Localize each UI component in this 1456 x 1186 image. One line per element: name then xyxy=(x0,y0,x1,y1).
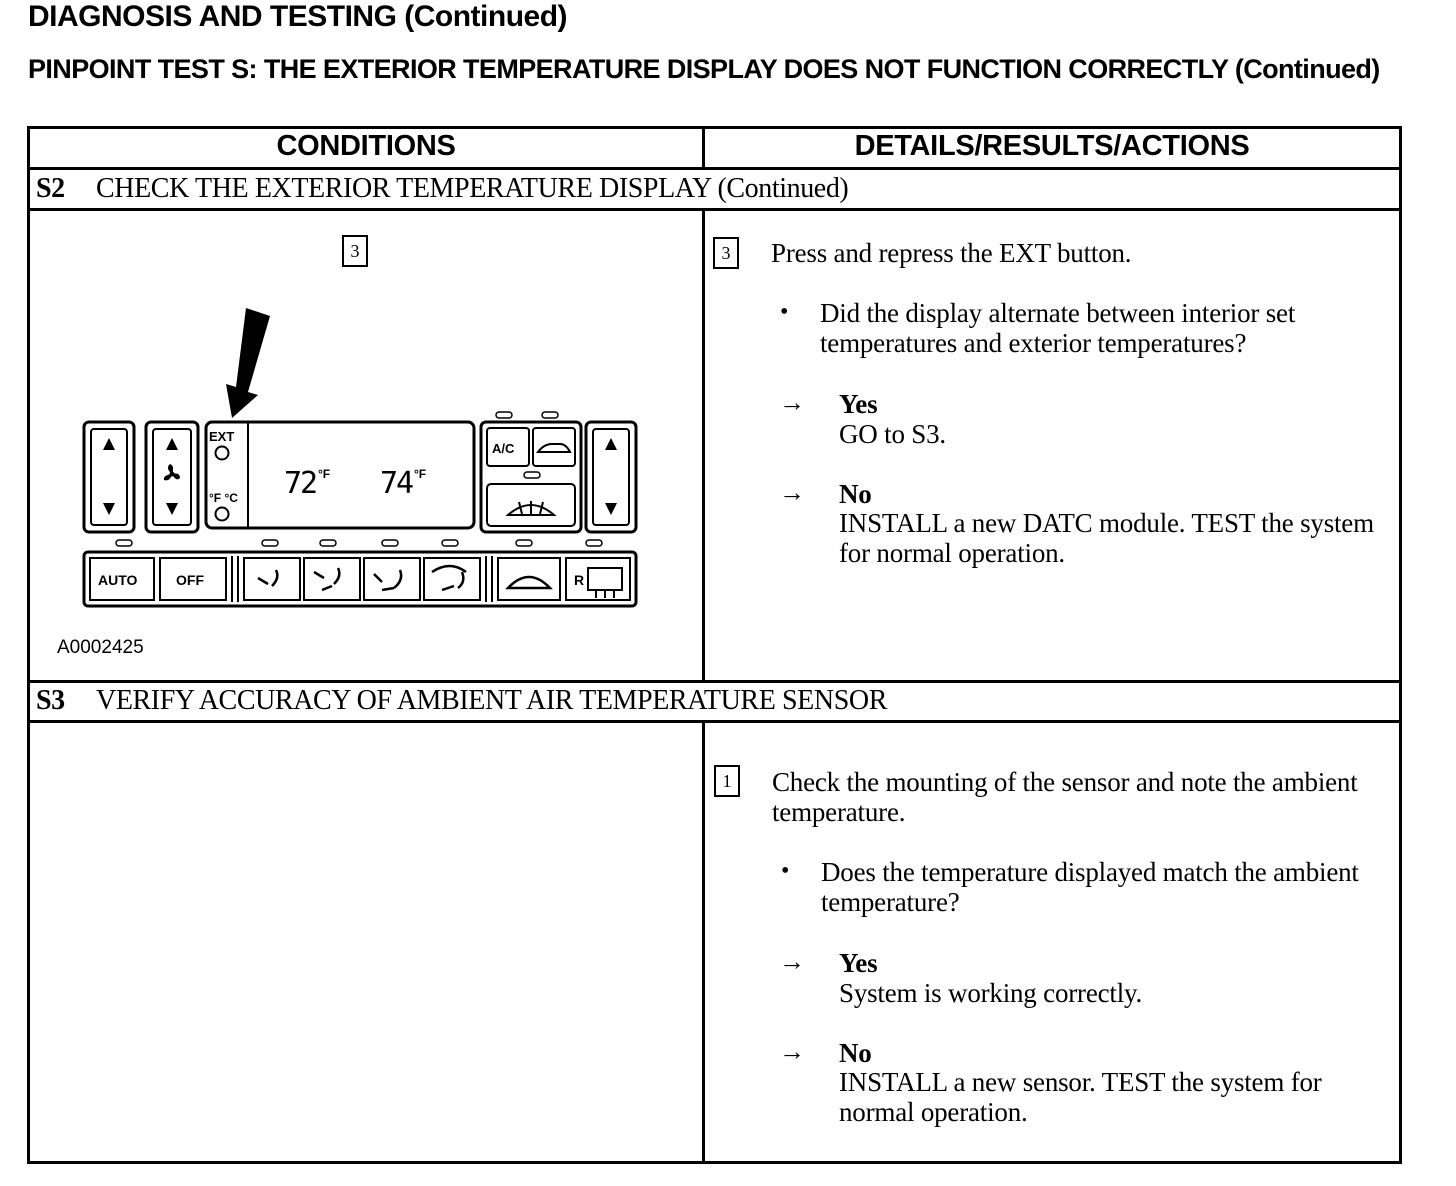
s3-no-label: No xyxy=(839,1038,872,1068)
exterior-temp-readout: 74 xyxy=(380,466,413,501)
off-button-label: OFF xyxy=(176,572,204,588)
s2-question: Did the display alternate between interior set temperatures and exterior temperatures? xyxy=(820,298,1296,358)
f-c-label: °F °C xyxy=(209,491,238,505)
s2-title: CHECK THE EXTERIOR TEMPERATURE DISPLAY (Continued) xyxy=(96,173,849,204)
s2-step-number: 3 xyxy=(713,237,739,269)
windshield-defrost-icon xyxy=(508,577,550,588)
rear-defrost-label: R xyxy=(574,572,585,588)
rear-window-icon xyxy=(588,568,622,590)
figure-step-number: 3 xyxy=(342,235,368,267)
s2-yes-arrow-icon: → xyxy=(779,388,805,417)
recirculation-car-icon xyxy=(538,444,570,452)
column-divider-s3 xyxy=(702,720,705,1164)
s3-yes-label: Yes xyxy=(839,948,878,978)
figure-id: A0002425 xyxy=(57,637,144,658)
s3-header xyxy=(36,685,887,717)
f-c-button[interactable] xyxy=(216,508,229,521)
s3-top-divider xyxy=(27,680,1402,683)
s2-no-label: No xyxy=(839,479,872,509)
panel-vent-button[interactable] xyxy=(244,558,300,600)
s3-yes-arrow-icon: → xyxy=(779,947,805,976)
s2-no-arrow-icon: → xyxy=(779,478,805,507)
fan-icon xyxy=(164,464,180,480)
up-arrow-icon xyxy=(103,438,115,450)
s3-step-number: 1 xyxy=(714,765,740,797)
s3-bullet: • xyxy=(781,858,790,884)
panel-floor-button[interactable] xyxy=(304,558,360,600)
up-arrow-icon xyxy=(605,438,617,450)
pinpoint-test-title: PINPOINT TEST S: THE EXTERIOR TEMPERATURE DISPLAY DOES NOT FUNCTION CORRECTLY (Continued) xyxy=(28,54,1380,84)
ext-button-label: EXT xyxy=(209,429,235,444)
s3-no-action: INSTALL a new sensor. TEST the system for normal operation. xyxy=(839,1067,1322,1127)
table-bottom-border xyxy=(27,1161,1402,1164)
down-arrow-icon xyxy=(103,503,115,515)
interior-temp-unit: °F xyxy=(318,467,331,481)
climate-control-panel-figure xyxy=(76,300,646,620)
s3-question: Does the temperature displayed match the ambient temperature? xyxy=(821,857,1359,917)
defrost-button[interactable] xyxy=(498,558,560,600)
ac-button-label: A/C xyxy=(492,441,515,456)
header-divider xyxy=(27,167,1402,170)
floor-button[interactable] xyxy=(364,558,420,600)
column-header-details: DETAILS/RESULTS/ACTIONS xyxy=(854,130,1250,162)
pointer-arrow-icon xyxy=(226,308,270,418)
floor-icon xyxy=(374,570,401,590)
column-header-conditions: CONDITIONS xyxy=(276,130,456,162)
s2-id: S2 xyxy=(36,173,65,204)
temperature-display xyxy=(206,422,474,528)
s3-yes-action: System is working correctly. xyxy=(839,978,1143,1008)
down-arrow-icon xyxy=(605,503,617,515)
floor-defrost-button[interactable] xyxy=(424,558,480,600)
s3-title: VERIFY ACCURACY OF AMBIENT AIR TEMPERATURE SENSOR xyxy=(96,685,887,716)
s3-step-text: Check the mounting of the sensor and note the ambient temperature. xyxy=(772,767,1358,827)
s2-yes-action: GO to S3. xyxy=(839,419,946,449)
panel-vent-icon xyxy=(258,570,277,586)
interior-temp-readout: 72 xyxy=(284,466,317,501)
s3-id: S3 xyxy=(36,685,65,716)
ext-button[interactable] xyxy=(216,447,229,460)
s2-no-action: INSTALL a new DATC module. TEST the system for normal operation. xyxy=(839,508,1374,568)
s2-yes-label: Yes xyxy=(839,389,878,419)
recirculation-button[interactable] xyxy=(533,428,575,466)
table-top-border xyxy=(27,126,1402,129)
s3-head-divider xyxy=(27,720,1402,723)
floor-defrost-icon xyxy=(432,566,466,590)
auto-button-label: AUTO xyxy=(98,572,138,588)
panel-floor-icon xyxy=(314,568,339,590)
down-arrow-icon xyxy=(166,503,178,515)
table-right-border xyxy=(1399,126,1402,1164)
document-title: DIAGNOSIS AND TESTING (Continued) xyxy=(28,0,568,33)
s3-no-arrow-icon: → xyxy=(779,1037,805,1066)
column-divider-s2 xyxy=(702,208,705,683)
s2-bullet: • xyxy=(780,299,789,325)
table-left-border xyxy=(27,126,30,1164)
exterior-temp-unit: °F xyxy=(414,467,427,481)
s2-header xyxy=(36,173,848,205)
up-arrow-icon xyxy=(166,438,178,450)
s2-head-divider xyxy=(27,208,1402,211)
s2-step-text: Press and repress the EXT button. xyxy=(771,238,1132,268)
